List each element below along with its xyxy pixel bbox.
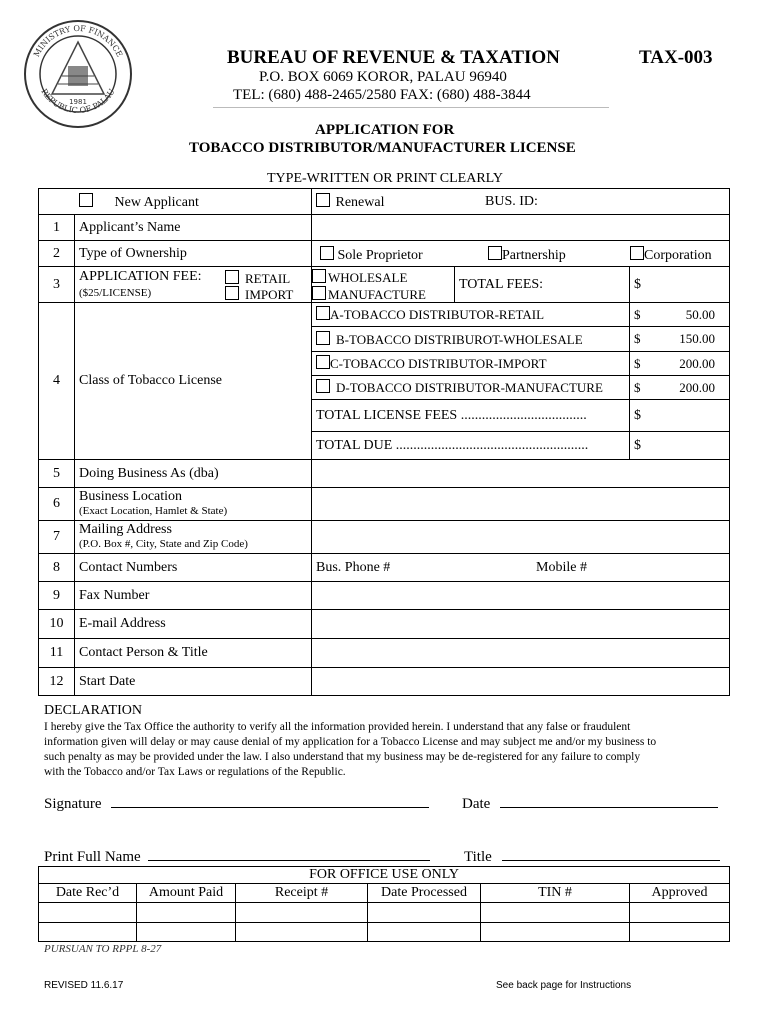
applicant-name-field[interactable] [312, 215, 730, 241]
class-a-label: A-TOBACCO DISTRIBUTOR-RETAIL [330, 307, 545, 322]
table-row [39, 241, 730, 267]
wholesale-manufacture-cell [312, 267, 455, 303]
class-d-checkbox[interactable] [316, 379, 330, 393]
new-applicant-checkbox[interactable] [79, 193, 93, 207]
signature-row [44, 795, 429, 813]
date-line[interactable] [500, 795, 718, 808]
office-column-header: Date Rec’d [39, 884, 137, 903]
office-column-header: Receipt # [236, 884, 368, 903]
class-d-option[interactable] [312, 376, 630, 400]
currency-symbol: $ [634, 331, 641, 346]
form-title-line1: APPLICATION FOR [315, 122, 455, 138]
business-location-sub: (Exact Location, Hamlet & State) [79, 505, 228, 517]
office-column-header: Amount Paid [137, 884, 236, 903]
new-applicant-label: New Applicant [114, 194, 199, 210]
start-date-field[interactable] [312, 668, 730, 696]
signature-line[interactable] [111, 795, 429, 808]
total-fees-field[interactable]: $ [630, 267, 730, 303]
receipt-cell[interactable] [236, 903, 368, 923]
email-label: E-mail Address [75, 610, 312, 639]
amount-paid-cell[interactable] [137, 903, 236, 923]
class-b-fee: 150.00 [679, 331, 715, 346]
form-title-line2: TOBACCO DISTRIBUTOR/MANUFACTURER LICENSE [189, 140, 576, 156]
office-column-header: TIN # [481, 884, 630, 903]
declaration-line: with the Tobacco and/or Tax Laws or regulations of the Republic. [44, 766, 346, 778]
dba-label: Doing Business As (dba) [75, 460, 312, 488]
retail-checkbox[interactable] [225, 270, 239, 284]
bureau-address: P.O. BOX 6069 KOROR, PALAU 96940 [259, 69, 507, 85]
row-number: 10 [39, 610, 75, 639]
business-location-label: Business Location [79, 489, 183, 504]
approved-cell[interactable] [630, 903, 730, 923]
table-row [39, 267, 730, 303]
table-row [39, 610, 730, 639]
start-date-label: Start Date [75, 668, 312, 696]
header-divider [213, 107, 609, 108]
manufacture-checkbox[interactable] [312, 286, 326, 300]
application-fee-sub: ($25/LICENSE) [79, 287, 152, 299]
table-row [39, 923, 730, 942]
back-page-note: See back page for Instructions [496, 980, 632, 991]
row-number: 11 [39, 639, 75, 668]
contact-person-field[interactable] [312, 639, 730, 668]
row-number: 12 [39, 668, 75, 696]
date-received-cell[interactable] [39, 903, 137, 923]
table-row [39, 639, 730, 668]
date-processed-cell[interactable] [368, 923, 481, 942]
mobile-label: Mobile # [536, 560, 587, 575]
ownership-label: Type of Ownership [75, 241, 312, 267]
form-code: TAX-003 [639, 47, 713, 68]
seal-bottom-text: REPUBLIC OF PALAU [39, 87, 117, 115]
class-c-option[interactable] [312, 352, 630, 376]
print-name-line[interactable] [148, 848, 430, 861]
class-a-fee: 50.00 [685, 306, 715, 322]
row-number: 4 [39, 303, 75, 460]
office-column-header: Date Processed [368, 884, 481, 903]
class-a-amount [630, 303, 730, 327]
import-option[interactable] [225, 286, 293, 304]
import-label: IMPORT [245, 287, 294, 302]
class-b-checkbox[interactable] [316, 331, 330, 345]
partnership-option[interactable] [488, 246, 566, 264]
new-applicant-cell[interactable] [39, 189, 312, 215]
contact-person-label: Contact Person & Title [75, 639, 312, 668]
corporation-label: Corporation [644, 248, 712, 263]
manufacture-option[interactable] [312, 286, 426, 304]
contact-numbers-label: Contact Numbers [75, 554, 312, 582]
class-b-option[interactable] [312, 327, 630, 352]
currency-symbol: $ [634, 306, 641, 322]
table-row [39, 582, 730, 610]
renewal-cell[interactable] [312, 189, 730, 215]
class-a-checkbox[interactable] [316, 306, 330, 320]
amount-paid-cell[interactable] [137, 923, 236, 942]
mailing-address-field[interactable] [312, 521, 730, 554]
declaration-line: such penalty as may be provided under the law. I also understand that my business may be de-registered for any failure to comply [44, 751, 641, 763]
print-name-label: Print Full Name [44, 849, 141, 865]
seal-top-text: MINISTRY OF FINANCE [31, 23, 125, 59]
class-c-fee: 200.00 [679, 355, 715, 371]
print-name-row [44, 848, 430, 866]
table-row [39, 903, 730, 923]
class-d-fee: 200.00 [679, 379, 715, 395]
dba-field[interactable] [312, 460, 730, 488]
currency-symbol: $ [634, 379, 641, 395]
wholesale-label: WHOLESALE [328, 270, 408, 285]
pursuant-note: PURSUAN TO RPPL 8-27 [44, 943, 162, 955]
corporation-option[interactable] [630, 246, 712, 264]
applicant-name-label: Applicant’s Name [75, 215, 312, 241]
mailing-address-label: Mailing Address [79, 522, 172, 537]
revised-note: REVISED 11.6.17 [44, 980, 124, 991]
table-row [39, 488, 730, 521]
ownership-options [312, 241, 730, 267]
table-row [39, 668, 730, 696]
import-checkbox[interactable] [225, 286, 239, 300]
office-use-heading: FOR OFFICE USE ONLY [39, 867, 730, 884]
mailing-address-cell [75, 521, 312, 554]
bureau-contact: TEL: (680) 488-2465/2580 FAX: (680) 488-3844 [233, 87, 531, 103]
class-d-label: D-TOBACCO DISTRIBUTOR-MANUFACTURE [336, 380, 603, 395]
table-row [39, 303, 730, 327]
date-received-cell[interactable] [39, 923, 137, 942]
date-label: Date [462, 796, 491, 812]
retail-label: RETAIL [245, 271, 291, 286]
tin-cell[interactable] [481, 923, 630, 942]
currency-symbol: $ [634, 355, 641, 371]
renewal-checkbox[interactable] [316, 193, 330, 207]
total-license-fees-field[interactable]: $ [630, 400, 730, 432]
table-row [39, 554, 730, 582]
declaration-line: information given will delay or may cause denial of my application for a Tobacco License and may subject me and/or my business to [44, 736, 657, 748]
row-number: 5 [39, 460, 75, 488]
table-row [39, 521, 730, 554]
office-use-table [38, 866, 730, 942]
table-row [39, 460, 730, 488]
total-due-label: TOTAL DUE ....................................................... [312, 432, 630, 460]
fax-number-field[interactable] [312, 582, 730, 610]
bureau-name: BUREAU OF REVENUE & TAXATION [227, 47, 560, 68]
row-number: 2 [39, 241, 75, 267]
sole-proprietor-checkbox[interactable] [320, 246, 334, 260]
seal-year: 1981 [69, 98, 87, 106]
class-b-label: B-TOBACCO DISTRIBUROT-WHOLESALE [336, 331, 583, 347]
class-a-option[interactable] [312, 303, 630, 327]
partnership-checkbox[interactable] [488, 246, 502, 260]
class-b-amount [630, 327, 730, 352]
class-d-amount [630, 376, 730, 400]
date-processed-cell[interactable] [368, 903, 481, 923]
email-field[interactable] [312, 610, 730, 639]
table-row [39, 215, 730, 241]
declaration-line: I hereby give the Tax Office the authority to verify all the information provided herein. I understand that any false or fraudulent [44, 721, 631, 733]
wholesale-option[interactable] [312, 269, 407, 287]
row-number: 9 [39, 582, 75, 610]
total-fees-label: TOTAL FEES: [455, 267, 630, 303]
business-location-field[interactable] [312, 488, 730, 521]
applicant-type-row [39, 189, 730, 215]
renewal-label: Renewal [335, 194, 385, 210]
declaration-heading: DECLARATION [44, 703, 142, 718]
fax-number-label: Fax Number [75, 582, 312, 610]
corporation-checkbox[interactable] [630, 246, 644, 260]
title-line[interactable] [502, 848, 720, 861]
mailing-address-sub: (P.O. Box #, City, State and Zip Code) [79, 538, 248, 550]
approved-cell[interactable] [630, 923, 730, 942]
row-number: 8 [39, 554, 75, 582]
date-row [462, 795, 718, 813]
application-fee-label: APPLICATION FEE: [79, 269, 202, 284]
class-c-label: C-TOBACCO DISTRIBUTOR-IMPORT [330, 356, 547, 371]
ministry-seal [22, 18, 134, 130]
sole-proprietor-option[interactable] [320, 246, 423, 264]
signature-label: Signature [44, 796, 102, 812]
bus-phone-label: Bus. Phone # [316, 560, 391, 575]
application-fee-cell [75, 267, 312, 303]
row-number: 6 [39, 488, 75, 521]
receipt-cell[interactable] [236, 923, 368, 942]
application-table [38, 188, 730, 696]
sole-proprietor-label: Sole Proprietor [337, 248, 423, 263]
tin-cell[interactable] [481, 903, 630, 923]
row-number: 1 [39, 215, 75, 241]
business-location-cell [75, 488, 312, 521]
print-instruction: TYPE-WRITTEN OR PRINT CLEARLY [267, 171, 503, 186]
title-row [464, 848, 720, 866]
total-license-fees-label: TOTAL LICENSE FEES .................................... [312, 400, 630, 432]
partnership-label: Partnership [502, 248, 566, 263]
title-label: Title [464, 849, 492, 865]
license-class-label: Class of Tobacco License [75, 303, 312, 460]
contact-numbers-field[interactable] [312, 554, 730, 582]
row-number: 7 [39, 521, 75, 554]
office-column-header: Approved [630, 884, 730, 903]
manufacture-label: MANUFACTURE [328, 287, 426, 302]
bus-id-label: BUS. ID: [485, 194, 538, 209]
wholesale-checkbox[interactable] [312, 269, 326, 283]
class-c-amount [630, 352, 730, 376]
total-due-field[interactable]: $ [630, 432, 730, 460]
row-number: 3 [39, 267, 75, 303]
class-c-checkbox[interactable] [316, 355, 330, 369]
